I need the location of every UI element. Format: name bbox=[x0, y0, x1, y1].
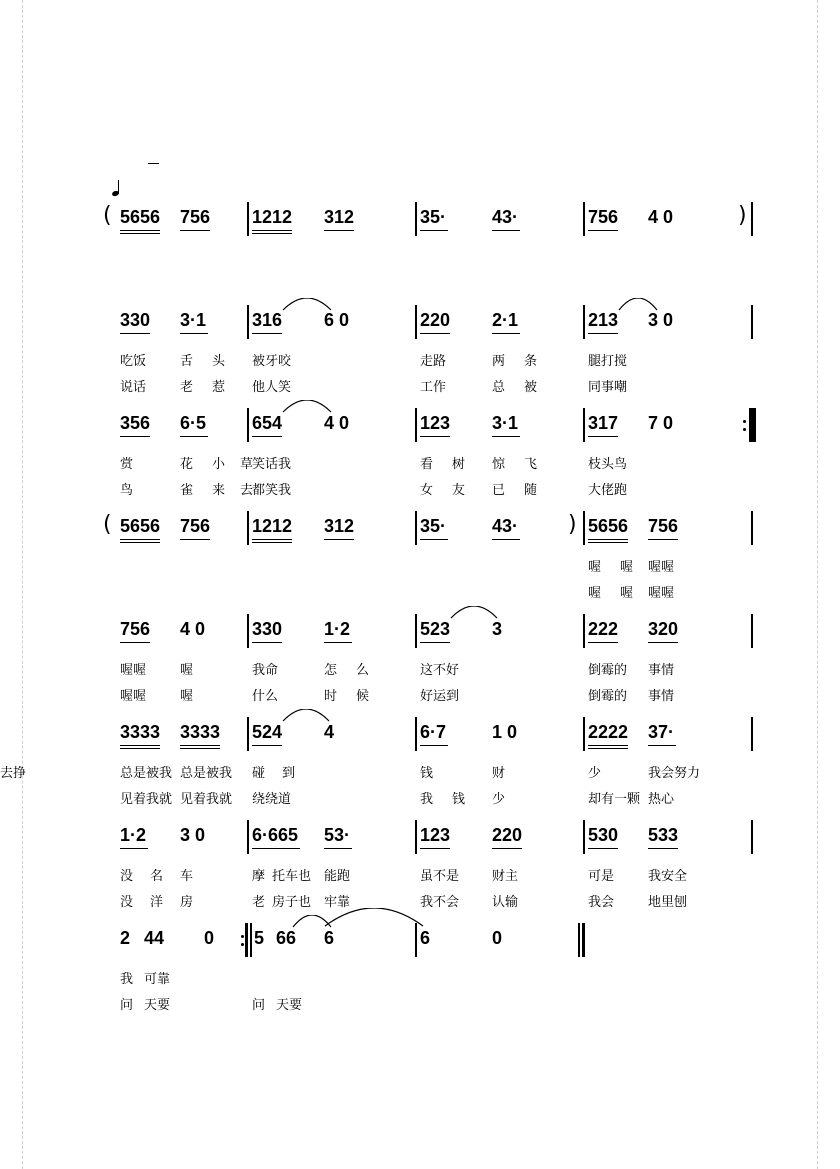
bar-line bbox=[751, 305, 753, 339]
beam-line bbox=[252, 848, 300, 849]
note-group: 316 bbox=[252, 310, 283, 330]
note-group: 4 bbox=[324, 722, 335, 742]
lyric-line-1: 头 bbox=[212, 354, 226, 369]
beam-line bbox=[180, 436, 208, 437]
note-group: 1·2 bbox=[120, 825, 147, 845]
lyric-line-1: 能跑 bbox=[324, 869, 351, 884]
note-group: 4 0 bbox=[180, 619, 206, 639]
note-group: 66 bbox=[276, 928, 297, 948]
slur-mark bbox=[282, 709, 330, 723]
note-group: 4 0 bbox=[324, 413, 350, 433]
note-group: 2222 bbox=[588, 722, 629, 742]
bar-line bbox=[583, 408, 585, 442]
beam-line bbox=[120, 745, 160, 746]
beam-line bbox=[588, 745, 628, 746]
lyric-line-1: 小 bbox=[212, 457, 226, 472]
repeat-bar-thick bbox=[753, 408, 756, 442]
beam-line bbox=[648, 848, 678, 849]
lyric-line-1: 喔喔 bbox=[120, 663, 147, 678]
lyric-line-2: 工作 bbox=[420, 380, 447, 395]
lyric-line-2: 热心 bbox=[648, 792, 675, 807]
note-group: 654 bbox=[252, 413, 283, 433]
close-paren: ) bbox=[738, 203, 747, 228]
beam-line bbox=[120, 539, 160, 540]
lyric-line-1: 喔 bbox=[588, 560, 602, 575]
left-margin-rule bbox=[22, 0, 24, 1169]
note-group: 5656 bbox=[120, 516, 161, 536]
lyric-line-2: 见着我就 bbox=[120, 792, 173, 807]
note-group: 43· bbox=[492, 516, 519, 536]
lyric-line-2: 候 bbox=[356, 689, 370, 704]
tempo-marking bbox=[112, 181, 120, 198]
lyric-line-1: 吃饭 bbox=[120, 354, 147, 369]
bar-line bbox=[583, 511, 585, 545]
lyric-line-2: 去 bbox=[240, 483, 254, 498]
beam-line bbox=[324, 848, 352, 849]
lyric-line-2: 大佬跑 bbox=[588, 483, 628, 498]
lyric-line-1: 我命 bbox=[252, 663, 279, 678]
lyric-line-1: 笑话我 bbox=[252, 457, 292, 472]
note-group: 6 bbox=[420, 928, 431, 948]
beam-line bbox=[420, 230, 448, 231]
beam-line bbox=[180, 539, 210, 540]
lyric-line-1: 被牙咬 bbox=[252, 354, 292, 369]
note-group: 6·5 bbox=[180, 413, 207, 433]
lyric-line-1: 赏 bbox=[120, 457, 134, 472]
beam-line bbox=[252, 539, 292, 540]
note-group: 35· bbox=[420, 516, 447, 536]
note-group: 220 bbox=[492, 825, 523, 845]
lyric-line-1: 这不好 bbox=[420, 663, 460, 678]
note-group: 756 bbox=[180, 207, 211, 227]
note-group: 1212 bbox=[252, 207, 293, 227]
beam-line bbox=[252, 233, 292, 234]
note-group: 1·2 bbox=[324, 619, 351, 639]
note-group: 2·1 bbox=[492, 310, 519, 330]
beam-line bbox=[252, 436, 282, 437]
bar-line bbox=[247, 820, 249, 854]
beam-line bbox=[180, 745, 220, 746]
beam-line bbox=[120, 748, 160, 749]
note-group: 0 bbox=[204, 928, 215, 948]
bar-line bbox=[247, 305, 249, 339]
note-group: 5 bbox=[254, 928, 265, 948]
bar-line bbox=[415, 923, 417, 957]
note-group: 3·1 bbox=[492, 413, 519, 433]
lyric-line-1: 钱 bbox=[420, 766, 434, 781]
bar-line bbox=[415, 202, 417, 236]
beam-line bbox=[120, 233, 160, 234]
beam-line bbox=[588, 748, 628, 749]
lyric-line-2: 好运到 bbox=[420, 689, 460, 704]
note-group: 2 bbox=[120, 928, 131, 948]
slur-mark bbox=[618, 298, 658, 312]
open-paren: ( bbox=[103, 512, 112, 537]
lyric-line-1: 走路 bbox=[420, 354, 447, 369]
lyric-line-2: 都笑我 bbox=[252, 483, 292, 498]
note-group: 0 bbox=[492, 928, 503, 948]
lyric-line-1: 事情 bbox=[648, 663, 675, 678]
lyric-line-2: 友 bbox=[452, 483, 466, 498]
note-group: 37· bbox=[648, 722, 675, 742]
beam-line bbox=[588, 542, 628, 543]
beam-line bbox=[588, 230, 618, 231]
lyric-line-2: 洋 bbox=[150, 895, 164, 910]
beam-line bbox=[120, 230, 160, 231]
lyric-line-2: 我不会 bbox=[420, 895, 460, 910]
note-group: 530 bbox=[588, 825, 619, 845]
time-signature-line bbox=[148, 163, 159, 164]
lyric-line-2: 被 bbox=[524, 380, 538, 395]
beam-line bbox=[252, 745, 282, 746]
beam-line bbox=[492, 230, 520, 231]
beam-line bbox=[588, 333, 618, 334]
lyric-line-1: 我安全 bbox=[648, 869, 688, 884]
bar-line bbox=[415, 614, 417, 648]
lyric-line-2: 他人笑 bbox=[252, 380, 292, 395]
beam-line bbox=[492, 848, 522, 849]
lyric-line-1: 总是被我 bbox=[180, 766, 233, 781]
lyric-line-1: 财 bbox=[492, 766, 506, 781]
note-group: 524 bbox=[252, 722, 283, 742]
lyric-line-1: 车 bbox=[180, 869, 194, 884]
bar-line bbox=[751, 820, 753, 854]
note-group: 4 0 bbox=[648, 207, 674, 227]
note-group: 3 bbox=[492, 619, 503, 639]
lyric-line-1: 没 bbox=[120, 869, 134, 884]
note-group: 3·1 bbox=[180, 310, 207, 330]
lyric-line-2: 问 bbox=[120, 998, 134, 1013]
final-bar-thick bbox=[582, 923, 585, 957]
note-group: 3333 bbox=[120, 722, 161, 742]
beam-line bbox=[492, 539, 520, 540]
slur-mark bbox=[324, 908, 424, 928]
note-group: 44 bbox=[144, 928, 165, 948]
lyric-line-1: 喔 bbox=[180, 663, 194, 678]
lyric-line-1: 倒霉的 bbox=[588, 663, 628, 678]
lyric-line-2: 天要 bbox=[144, 998, 171, 1013]
bar-line bbox=[751, 202, 753, 236]
beam-line bbox=[420, 745, 448, 746]
lyric-line-1: 去挣 bbox=[0, 766, 27, 781]
lyric-line-2: 女 bbox=[420, 483, 434, 498]
lyric-line-2: 鸟 bbox=[120, 483, 134, 498]
lyric-line-2: 认输 bbox=[492, 895, 519, 910]
bar-line bbox=[583, 717, 585, 751]
note-group: 756 bbox=[648, 516, 679, 536]
beam-line bbox=[420, 539, 448, 540]
lyric-line-1: 枝头鸟 bbox=[588, 457, 628, 472]
bar-line bbox=[583, 305, 585, 339]
lyric-line-2: 绕绕道 bbox=[252, 792, 292, 807]
beam-line bbox=[324, 642, 352, 643]
beam-line bbox=[588, 539, 628, 540]
right-watermark-strip bbox=[822, 0, 836, 1169]
lyric-line-2: 见着我就 bbox=[180, 792, 233, 807]
beam-line bbox=[588, 642, 618, 643]
bar-line bbox=[247, 614, 249, 648]
left-watermark-strip bbox=[4, 0, 18, 1169]
note-group: 6·665 bbox=[252, 825, 299, 845]
lyric-line-2: 地里刨 bbox=[648, 895, 688, 910]
note-group: 123 bbox=[420, 413, 451, 433]
note-group: 123 bbox=[420, 825, 451, 845]
lyric-line-2: 问 bbox=[252, 998, 266, 1013]
repeat-dot bbox=[241, 943, 244, 946]
bar-line bbox=[583, 820, 585, 854]
note-group: 756 bbox=[120, 619, 151, 639]
lyric-line-1: 总是被我 bbox=[120, 766, 173, 781]
lyric-line-1: 条 bbox=[524, 354, 538, 369]
slur-mark bbox=[282, 298, 332, 312]
note-group: 756 bbox=[588, 207, 619, 227]
lyric-line-1: 花 bbox=[180, 457, 194, 472]
lyric-line-2: 总 bbox=[492, 380, 506, 395]
lyric-line-2: 钱 bbox=[452, 792, 466, 807]
lyric-line-1: 摩 bbox=[252, 869, 266, 884]
beam-line bbox=[420, 642, 450, 643]
lyric-line-2: 老 bbox=[252, 895, 266, 910]
lyric-line-1: 可靠 bbox=[144, 972, 171, 987]
lyric-line-1: 我 bbox=[120, 972, 134, 987]
lyric-line-2: 喔 bbox=[620, 586, 634, 601]
beam-line bbox=[120, 333, 150, 334]
lyric-line-1: 少 bbox=[588, 766, 602, 781]
lyric-line-2: 没 bbox=[120, 895, 134, 910]
note-group: 533 bbox=[648, 825, 679, 845]
lyric-line-1: 树 bbox=[452, 457, 466, 472]
lyric-line-1: 惊 bbox=[492, 457, 506, 472]
note-group: 35· bbox=[420, 207, 447, 227]
note-group: 1 0 bbox=[492, 722, 518, 742]
bar-line bbox=[247, 408, 249, 442]
bar-line bbox=[751, 717, 753, 751]
beam-line bbox=[180, 748, 220, 749]
slur-mark bbox=[450, 606, 498, 620]
lyric-line-2: 什么 bbox=[252, 689, 279, 704]
note-group: 356 bbox=[120, 413, 151, 433]
beam-line bbox=[252, 230, 292, 231]
lyric-line-1: 财主 bbox=[492, 869, 519, 884]
beam-line bbox=[420, 436, 450, 437]
lyric-line-2: 喔喔 bbox=[648, 586, 675, 601]
slur-mark bbox=[282, 400, 332, 414]
lyric-line-1: 托车也 bbox=[272, 869, 312, 884]
note-group: 5656 bbox=[588, 516, 629, 536]
beam-line bbox=[648, 539, 678, 540]
bar-line bbox=[415, 305, 417, 339]
lyric-line-2: 天要 bbox=[276, 998, 303, 1013]
note-group: 213 bbox=[588, 310, 619, 330]
beam-line bbox=[120, 642, 150, 643]
bar-line bbox=[583, 202, 585, 236]
beam-line bbox=[420, 848, 450, 849]
lyric-line-2: 老 bbox=[180, 380, 194, 395]
beam-line bbox=[120, 436, 150, 437]
note-group: 1212 bbox=[252, 516, 293, 536]
beam-line bbox=[420, 333, 450, 334]
note-group: 5656 bbox=[120, 207, 161, 227]
bar-line bbox=[415, 820, 417, 854]
repeat-dot bbox=[241, 935, 244, 938]
lyric-line-2: 却有一颗 bbox=[588, 792, 641, 807]
note-group: 6 bbox=[324, 928, 335, 948]
lyric-line-2: 雀 bbox=[180, 483, 194, 498]
bar-line bbox=[751, 614, 753, 648]
note-group: 330 bbox=[252, 619, 283, 639]
lyric-line-2: 说话 bbox=[120, 380, 147, 395]
note-group: 3 0 bbox=[648, 310, 674, 330]
bar-line bbox=[583, 614, 585, 648]
lyric-line-1: 到 bbox=[282, 766, 296, 781]
lyric-line-2: 喔 bbox=[588, 586, 602, 601]
lyric-line-2: 惹 bbox=[212, 380, 226, 395]
lyric-line-1: 碰 bbox=[252, 766, 266, 781]
beam-line bbox=[324, 230, 354, 231]
beam-line bbox=[324, 539, 354, 540]
lyric-line-1: 怎 bbox=[324, 663, 338, 678]
lyric-line-1: 喔喔 bbox=[648, 560, 675, 575]
lyric-line-1: 腿打搅 bbox=[588, 354, 628, 369]
note-group: 6 0 bbox=[324, 310, 350, 330]
beam-line bbox=[120, 848, 148, 849]
repeat-dot bbox=[743, 420, 746, 423]
note-group: 317 bbox=[588, 413, 619, 433]
lyric-line-2: 来 bbox=[212, 483, 226, 498]
repeat-bar-thick bbox=[245, 923, 248, 957]
note-group: 523 bbox=[420, 619, 451, 639]
beam-line bbox=[252, 333, 282, 334]
bar-line bbox=[247, 717, 249, 751]
lyric-line-1: 么 bbox=[356, 663, 370, 678]
lyric-line-1: 名 bbox=[150, 869, 164, 884]
beam-line bbox=[492, 436, 520, 437]
note-group: 222 bbox=[588, 619, 619, 639]
lyric-line-1: 可是 bbox=[588, 869, 615, 884]
source-credit[interactable] bbox=[586, 1110, 598, 1135]
lyric-line-2: 随 bbox=[524, 483, 538, 498]
beam-line bbox=[588, 436, 618, 437]
repeat-bar bbox=[250, 923, 252, 957]
bar-line bbox=[415, 408, 417, 442]
lyric-line-2: 倒霉的 bbox=[588, 689, 628, 704]
beam-line bbox=[180, 333, 208, 334]
lyric-line-2: 喔 bbox=[180, 689, 194, 704]
lyric-line-1: 飞 bbox=[524, 457, 538, 472]
beam-line bbox=[648, 745, 676, 746]
beam-line bbox=[492, 333, 520, 334]
open-paren: ( bbox=[103, 203, 112, 228]
note-group: 7 0 bbox=[648, 413, 674, 433]
lyric-line-2: 牢靠 bbox=[324, 895, 351, 910]
lyric-line-2: 同事嘲 bbox=[588, 380, 628, 395]
lyric-line-1: 虽不是 bbox=[420, 869, 460, 884]
beam-line bbox=[252, 542, 292, 543]
note-group: 3333 bbox=[180, 722, 221, 742]
lyric-line-1: 看 bbox=[420, 457, 434, 472]
lyric-line-2: 时 bbox=[324, 689, 338, 704]
lyric-line-2: 事情 bbox=[648, 689, 675, 704]
right-margin-rule bbox=[817, 0, 819, 1169]
lyric-line-2: 少 bbox=[492, 792, 506, 807]
note-group: 220 bbox=[420, 310, 451, 330]
lyric-line-2: 喔喔 bbox=[120, 689, 147, 704]
beam-line bbox=[588, 848, 618, 849]
beam-line bbox=[648, 642, 678, 643]
bar-line bbox=[751, 511, 753, 545]
note-group: 320 bbox=[648, 619, 679, 639]
lyric-line-2: 已 bbox=[492, 483, 506, 498]
bar-line bbox=[247, 202, 249, 236]
note-group: 6·7 bbox=[420, 722, 447, 742]
lyric-line-1: 两 bbox=[492, 354, 506, 369]
note-group: 312 bbox=[324, 516, 355, 536]
repeat-dot bbox=[743, 428, 746, 431]
final-bar-thin bbox=[578, 923, 580, 957]
bar-line bbox=[415, 511, 417, 545]
lyric-line-2: 我 bbox=[420, 792, 434, 807]
bar-line bbox=[247, 511, 249, 545]
note-group: 756 bbox=[180, 516, 211, 536]
bar-line bbox=[415, 717, 417, 751]
note-group: 312 bbox=[324, 207, 355, 227]
close-paren: ) bbox=[568, 512, 577, 537]
lyric-line-2: 房 bbox=[180, 895, 194, 910]
beam-line bbox=[180, 230, 210, 231]
lyric-line-1: 草 bbox=[240, 457, 254, 472]
lyric-line-2: 我会 bbox=[588, 895, 615, 910]
beam-line bbox=[120, 542, 160, 543]
note-group: 330 bbox=[120, 310, 151, 330]
repeat-bar bbox=[749, 408, 751, 442]
lyric-line-2: 房子也 bbox=[272, 895, 312, 910]
lyric-line-1: 我会努力 bbox=[648, 766, 701, 781]
beam-line bbox=[252, 642, 282, 643]
note-group: 43· bbox=[492, 207, 519, 227]
lyric-line-1: 喔 bbox=[620, 560, 634, 575]
note-group: 53· bbox=[324, 825, 351, 845]
note-group: 3 0 bbox=[180, 825, 206, 845]
lyric-line-1: 舌 bbox=[180, 354, 194, 369]
